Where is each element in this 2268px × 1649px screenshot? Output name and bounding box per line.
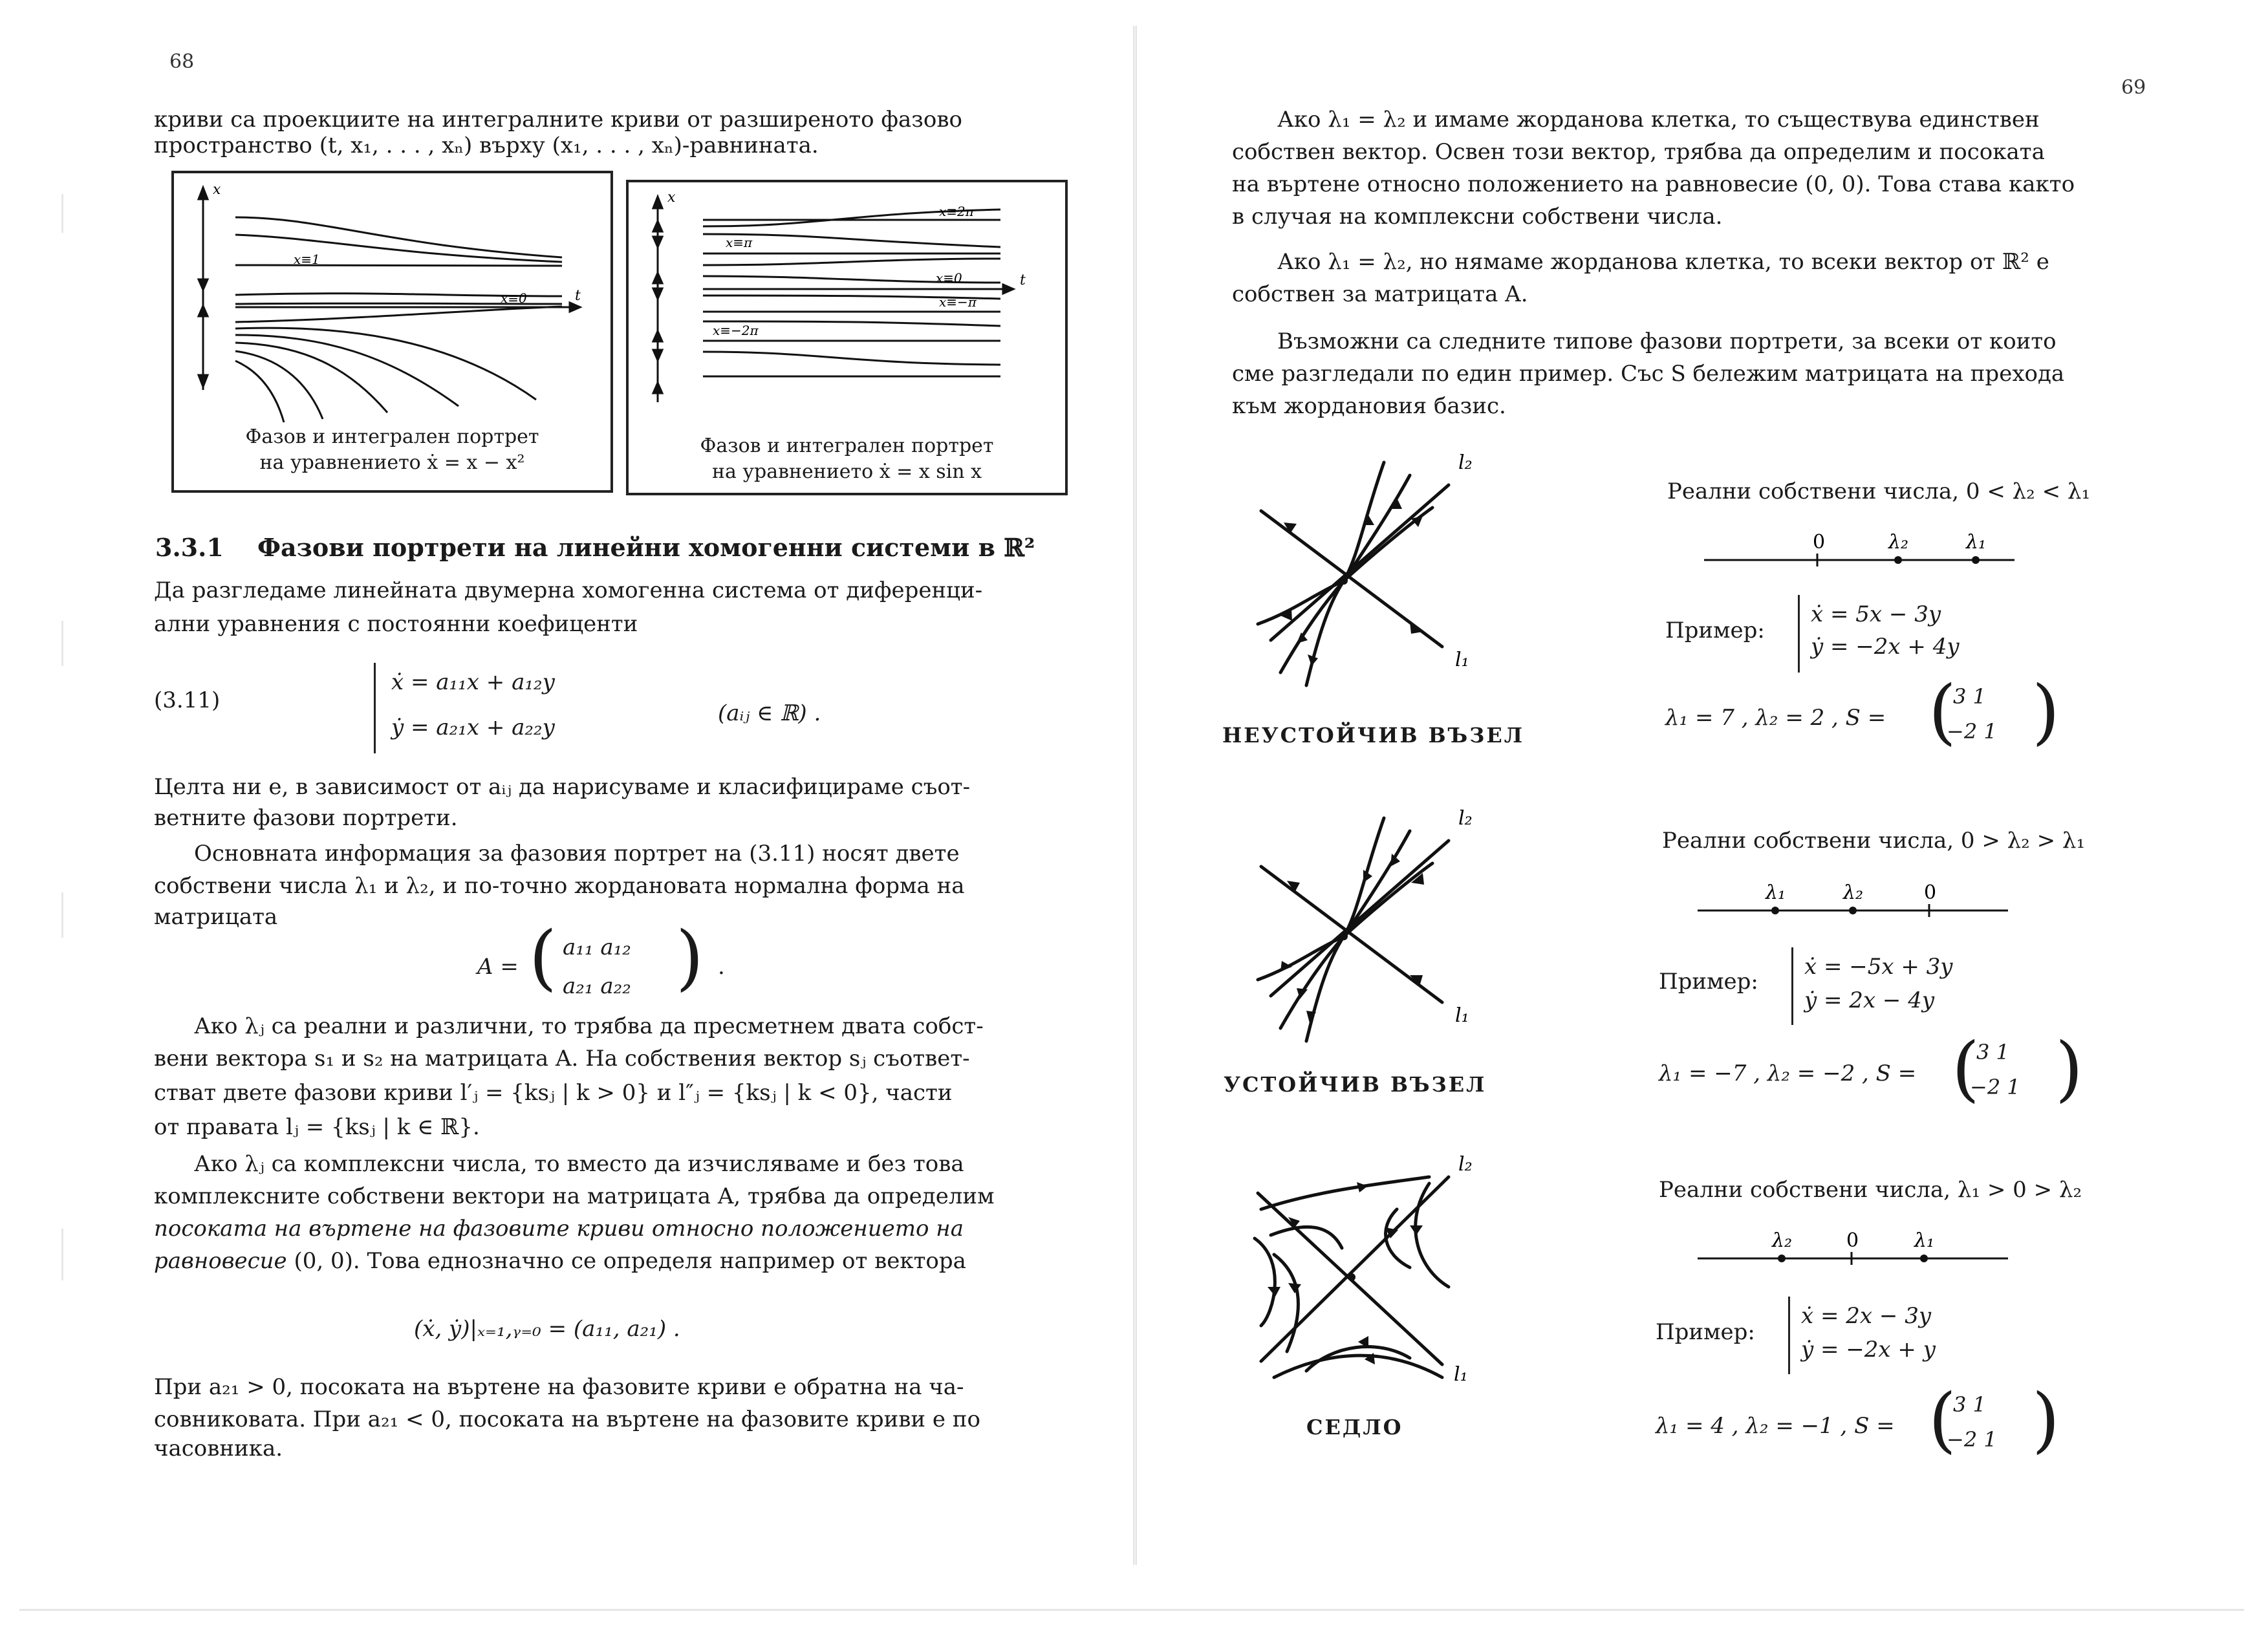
margin-mark — [61, 892, 63, 938]
equation-line: ẋ = a₁₁x + a₁₂y — [391, 669, 555, 695]
paragraph-line: стват двете фазови криви l′ⱼ = {ksⱼ | k > 0} и l″ⱼ = {ksⱼ | k < 0}, части — [154, 1080, 953, 1106]
section-title: Фазови портрети на линейни хомогенни системи в ℝ² — [257, 533, 1035, 562]
axis-tick-label: λ₂ — [1888, 531, 1909, 554]
label-x2pi: x≡2π — [939, 204, 974, 219]
page-number: 69 — [2121, 76, 2146, 99]
axis-tick-label: λ₂ — [1772, 1229, 1793, 1252]
unstable-node-label: НЕУСТОЙЧИВ ВЪЗЕЛ — [1222, 723, 1525, 748]
example-equation: ẋ = 5x − 3y — [1811, 601, 1941, 627]
axis-tick-label: λ₁ — [1914, 1229, 1935, 1252]
eigenvalue-axis-2 — [1698, 881, 2008, 920]
page-gutter — [1133, 26, 1137, 1565]
paragraph-line: Ако λⱼ са комплексни числа, то вместо да изчисляваме и без това — [194, 1151, 964, 1177]
axis-tick-label: λ₂ — [1843, 881, 1864, 904]
paragraph-line: совниковата. При a₂₁ < 0, посоката на въртене на фазовите криви е по — [154, 1406, 980, 1432]
figure-1-caption-line1: Фазов и интегрален портрет — [245, 426, 539, 448]
example-label: Пример: — [1656, 1319, 1755, 1345]
paragraph-line-italic: посоката на въртене на фазовите криви относно положението на — [154, 1216, 964, 1242]
paragraph-line: Да разгледаме линейната двумерна хомогенна система от диференци- — [154, 577, 983, 603]
matrix-lhs: A = — [477, 954, 519, 980]
unstable-node-diagram — [1235, 446, 1481, 718]
eigenline-l2-label: l₂ — [1458, 451, 1473, 474]
margin-mark — [61, 194, 63, 233]
saddle-label: СЕДЛО — [1306, 1415, 1403, 1439]
system-bar — [1798, 595, 1800, 673]
paragraph-line: Целта ни е, в зависимост от aᵢⱼ да нарисуваме и класифицираме съот- — [154, 774, 971, 800]
eigenvalue-axis-1 — [1704, 530, 2014, 569]
label-x0: x≡0 — [501, 290, 527, 306]
eigen-result: λ₁ = −7 , λ₂ = −2 , S = — [1659, 1061, 1917, 1086]
figure-2-caption-line1: Фазов и интегрален портрет — [700, 435, 994, 457]
paragraph-line: Основната информация за фазовия портрет на (3.11) носят двете — [194, 841, 960, 867]
paragraph-line: към жордановия базис. — [1232, 393, 1506, 419]
axis-tick-label: 0 — [1813, 531, 1826, 554]
paragraph-line: в случая на комплексни собствени числа. — [1232, 204, 1723, 230]
page-number: 68 — [169, 50, 195, 73]
matrix-S-row: 3 1 — [1976, 1040, 2009, 1064]
figure-2-caption-line2: на уравнението ẋ = x sin x — [711, 460, 982, 483]
eigenvalue-axis-3 — [1698, 1229, 2008, 1267]
paragraph-line: ални уравнения с постоянни коефиценти — [154, 611, 638, 637]
eigenline-l1-label: l₁ — [1455, 1004, 1469, 1027]
matrix-right-paren: ) — [2032, 1378, 2060, 1461]
example-equation: ẏ = −2x + 4y — [1811, 634, 1960, 660]
system-bar — [1788, 1297, 1790, 1374]
label-x1: x≡1 — [294, 252, 320, 267]
intro-line: пространство (t, x₁, . . . , xₙ) върху (x₁, . . . , xₙ)-равнината. — [154, 133, 819, 158]
eigen-result: λ₁ = 7 , λ₂ = 2 , S = — [1665, 705, 1886, 731]
paragraph-line: матрицата — [154, 904, 278, 930]
paragraph-line: Възможни са следните типове фазови портрети, за всеки от които — [1277, 329, 2057, 354]
matrix-S-row: −2 1 — [1970, 1075, 2020, 1099]
paragraph-line: ветните фазови портрети. — [154, 805, 458, 831]
figure-phase-portrait-2 — [626, 180, 1068, 495]
paragraph-line: Ако λ₁ = λ₂ и имаме жорданова клетка, то съществува единствен — [1277, 107, 2040, 133]
paragraph-text: (0, 0). Това еднозначно се определя например от вектора — [286, 1248, 966, 1274]
paragraph-line: комплексните собствени вектори на матрицата A, трябва да определим — [154, 1183, 995, 1209]
paragraph-line: часовника. — [154, 1436, 283, 1461]
axis-tick-label: λ₁ — [1766, 881, 1786, 904]
case-heading: Реални собствени числа, 0 < λ₂ < λ₁ — [1667, 479, 2091, 504]
example-equation: ẋ = −5x + 3y — [1804, 954, 1953, 980]
matrix-S-row: −2 1 — [1947, 1427, 1997, 1452]
example-equation: ẋ = 2x − 3y — [1801, 1303, 1932, 1329]
paragraph-line: сме разгледали по един пример. Със S бележим матрицата на прехода — [1232, 361, 2065, 387]
case-heading: Реални собствени числа, λ₁ > 0 > λ₂ — [1659, 1177, 2082, 1203]
equation-condition: (aᵢⱼ ∈ ℝ) . — [718, 700, 821, 726]
eigen-result: λ₁ = 4 , λ₂ = −1 , S = — [1656, 1413, 1895, 1439]
margin-mark — [61, 621, 63, 666]
system-bar — [1791, 947, 1793, 1025]
left-page — [0, 0, 1132, 1649]
paragraph-line: на въртене относно положението на равновесие (0, 0). Това става както — [1232, 171, 2075, 197]
figure-1-caption-line2: на уравнението ẋ = x − x² — [259, 451, 525, 474]
paragraph-line: собствени числа λ₁ и λ₂, и по-точно жордановата нормална форма на — [154, 873, 965, 899]
vector-equation: (ẋ, ẏ)|ₓ₌₁,ᵧ₌₀ = (a₁₁, a₂₁) . — [414, 1316, 680, 1342]
paragraph-line: собствен за матрицата A. — [1232, 281, 1528, 307]
italic-word: равновесие — [154, 1248, 287, 1274]
paragraph-line — [154, 1245, 966, 1277]
example-label: Пример: — [1659, 969, 1758, 995]
margin-mark — [61, 1229, 63, 1280]
paragraph-line: собствен вектор. Освен този вектор, трябва да определим и посоката — [1232, 139, 2045, 165]
equation-line: ẏ = a₂₁x + a₂₂y — [391, 715, 555, 740]
stable-node-label: УСТОЙЧИВ ВЪЗЕЛ — [1224, 1072, 1487, 1097]
matrix-left-paren: ( — [1928, 670, 1956, 753]
section-number: 3.3.1 — [155, 533, 224, 562]
paragraph-line: вени вектора s₁ и s₂ на матрицата A. На собствения вектор sⱼ съответ- — [154, 1046, 970, 1072]
eigenline-l2-label: l₂ — [1458, 807, 1473, 830]
axis-tick-label: 0 — [1924, 881, 1937, 904]
matrix-row: a₂₁ a₂₂ — [563, 973, 631, 999]
matrix-left-paren: ( — [529, 916, 557, 998]
system-bar — [374, 663, 376, 753]
label-xminuspi: x≡−π — [939, 294, 977, 310]
case-heading: Реални собствени числа, 0 > λ₂ > λ₁ — [1662, 828, 2086, 854]
matrix-S-row: 3 1 — [1953, 1392, 1986, 1417]
paragraph-line: При a₂₁ > 0, посоката на въртене на фазовите криви е обратна на ча- — [154, 1374, 964, 1400]
matrix-left-paren: ( — [1952, 1027, 1980, 1110]
intro-line: криви са проекциите на интегралните криви от разширеното фазово — [154, 107, 962, 133]
paragraph-line: Ако λ₁ = λ₂, но нямаме жорданова клетка, то всеки вектор от ℝ² е — [1277, 249, 2049, 275]
example-label: Пример: — [1665, 618, 1765, 643]
example-equation: ẏ = 2x − 4y — [1804, 987, 1935, 1013]
axis-tick-label: λ₁ — [1966, 531, 1987, 554]
axis-tick-label: 0 — [1846, 1229, 1859, 1252]
example-equation: ẏ = −2x + y — [1801, 1337, 1936, 1363]
matrix-right-paren: ) — [2032, 670, 2060, 753]
matrix-right-paren: ) — [2055, 1027, 2083, 1110]
figure-phase-portrait-1 — [171, 171, 613, 493]
stable-node-diagram — [1235, 802, 1481, 1073]
axis-x-label: x — [667, 189, 676, 206]
matrix-right-paren: ) — [676, 916, 704, 998]
axis-t-label: t — [1020, 272, 1026, 288]
label-xpi: x≡π — [726, 235, 753, 250]
right-page — [1138, 0, 2268, 1649]
axis-t-label: t — [575, 288, 581, 304]
paragraph-line: Ако λⱼ са реални и различни, то трябва да пресметнем двата собст- — [194, 1013, 984, 1039]
axis-x-label: x — [213, 182, 221, 198]
label-x0: x≡0 — [936, 270, 962, 286]
eigenline-l2-label: l₂ — [1458, 1153, 1473, 1176]
matrix-dot: . — [718, 954, 725, 980]
label-xminus2pi: x≡−2π — [713, 323, 759, 338]
eigenline-l1-label: l₁ — [1454, 1363, 1468, 1386]
matrix-S-row: 3 1 — [1953, 684, 1986, 709]
matrix-S-row: −2 1 — [1947, 719, 1997, 744]
eigenline-l1-label: l₁ — [1455, 649, 1469, 671]
equation-number: (3.11) — [154, 687, 221, 713]
paragraph-line: от правата lⱼ = {ksⱼ | k ∈ ℝ}. — [154, 1114, 480, 1140]
matrix-row: a₁₁ a₁₂ — [563, 934, 631, 960]
matrix-left-paren: ( — [1928, 1378, 1956, 1461]
saddle-diagram — [1235, 1153, 1481, 1403]
